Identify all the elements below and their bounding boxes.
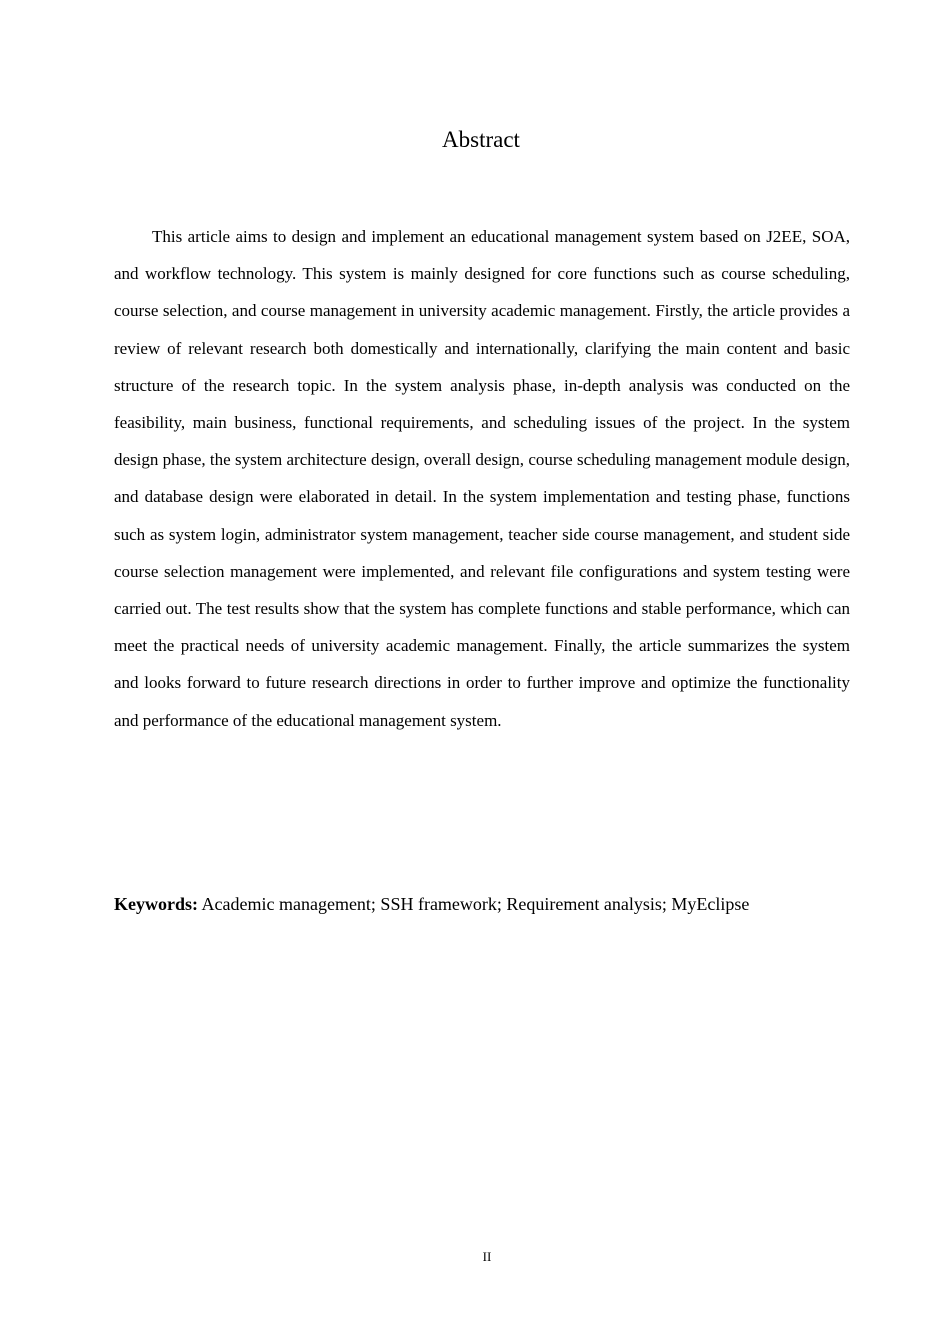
keywords-label: Keywords: — [114, 894, 198, 914]
page-number: II — [482, 1249, 492, 1264]
keywords-text: Academic management; SSH framework; Requirement analysis; MyEclipse — [201, 894, 750, 914]
page-title: Abstract — [442, 127, 520, 152]
keywords-line — [114, 888, 850, 920]
abstract-paragraph: This article aims to design and implement an educational management system based on J2EE, SOA, and workflow technology. This system is mainly designed for core functions such as course scheduling, course selection, and course management in university academic management. Firstly, the article provides a review of relevant research both domestically and internationally, clarifying the main content and basic structure of the research topic. In the system analysis phase, in-depth analysis was conducted on the feasibility, main business, functional requirements, and scheduling issues of the project. In the system design phase, the system architecture design, overall design, course scheduling management module design, and database design were elaborated in detail. In the system implementation and testing phase, functions such as system login, administrator system management, teacher side course management, and student side course selection management were implemented, and relevant file configurations and system testing were carried out. The test results show that the system has complete functions and stable performance, which can meet the practical needs of university academic management. Finally, the article summarizes the system and looks forward to future research directions in order to further improve and optimize the functionality and performance of the educational management system. — [114, 227, 850, 730]
